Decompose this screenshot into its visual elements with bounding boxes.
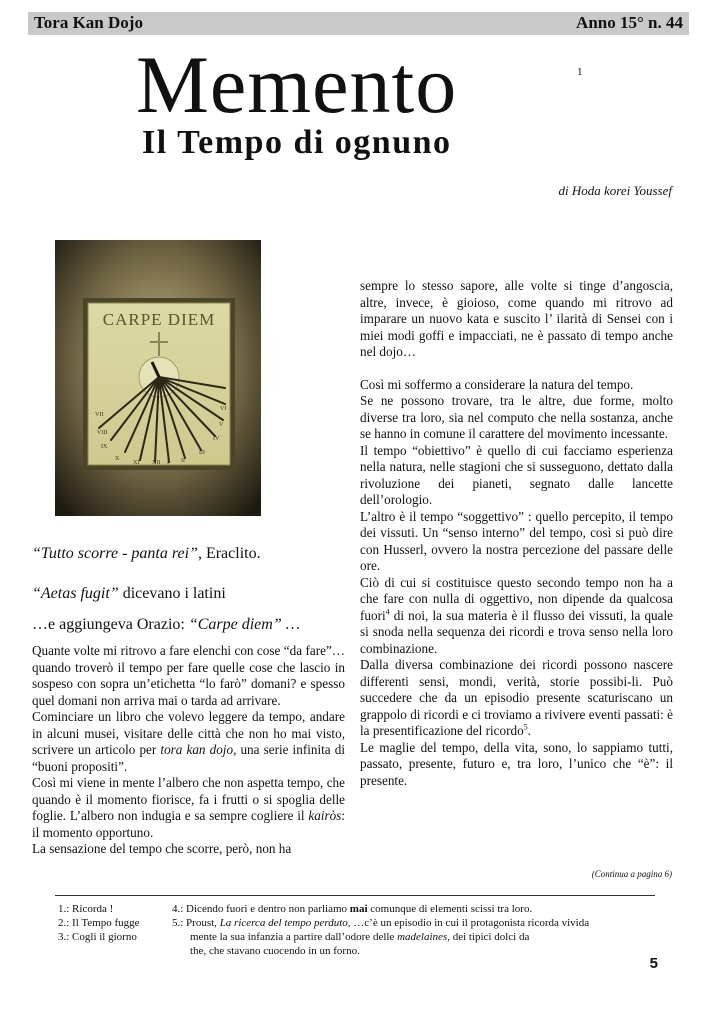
paragraph: Il tempo “obiettivo” è quello di cui facciamo esperienza nella natura, nelle stagioni che si susseguono, dettato dalla rivoluzione dei pianeti, segnato dalle lancette dell’orologio. [360, 442, 673, 507]
numeral-9: III [199, 450, 205, 456]
paragraph: La sensazione del tempo che scorre, però, non ha [32, 841, 292, 856]
paragraph: Le maglie del tempo, della vita, sono, lo sappiamo tutti, passato, presente, futuro e, tra loro, l’unico che “è”: il presente. [360, 739, 673, 788]
numeral-12: VI [220, 406, 227, 412]
quote-heraclitus [32, 545, 261, 563]
paragraph: Ciò di cui si costituisce questo secondo tempo non ha a che fare con nulla di oggettivo, non dipende da qualcosa fuori$^4$ di noi, la sua materia è il flusso dei vissuti, la quale si snoda nella sequenza dei ricordi e trova senso nella loro combinazione. [360, 574, 673, 656]
footnote-ref: 4 [385, 607, 390, 617]
footnote-2: 2.: Il Tempo fugge [58, 917, 140, 929]
quote-carpe-diem-pre: …e aggiungeva Orazio: [32, 616, 189, 633]
numeral-11: V [219, 422, 224, 428]
page-number: 5 [649, 955, 658, 972]
footnotes-right [172, 902, 672, 958]
paragraph: sempre lo stesso sapore, alle volte si tinge d’angoscia, altre, invece, è gioioso, come quando mi ritrovo ad imparare un nuovo kata e suscito l’ ilarità di Sensei con i miei modi goffi e impacciati, ne è passato di tempo anche nel dojo… [360, 278, 673, 359]
header-bar [28, 12, 689, 35]
numeral-7: I [167, 460, 169, 466]
quote-aetas-fugit [32, 585, 226, 603]
sundial-inscription: CARPE DIEM [102, 310, 216, 329]
numeral-5: XI [133, 460, 140, 466]
paragraph: Quante volte mi ritrovo a fare elenchi con cose “da fare”…quando troverò il tempo per fare quelle cose che lascio in sospeso con sopra un’etichetta “lo farò” domani? e spesso quel domani non arriva mai o tarda ad arrivare. [32, 643, 345, 708]
numeral-2: VIII [97, 430, 108, 436]
quote-aetas-fugit-rest: dicevano i latini [118, 585, 226, 602]
article-subtitle: Il Tempo di ognuno [142, 124, 452, 161]
quote-carpe-diem-latin: “Carpe diem” … [188, 616, 300, 633]
paragraph: Così mi viene in mente l’albero che non aspetta tempo, che quando è il momento fiorisce, fa i frutti o si spoglia delle foglie. L’albero non indugia e sa sempre cogliere il kairòs: il momento opportuno. [32, 775, 345, 840]
quote-aetas-fugit-latin: “Aetas fugit” [32, 585, 119, 602]
quote-heraclitus-author: Eraclito. [201, 545, 261, 562]
right-column [360, 278, 673, 789]
footnote-1: 1.: Ricorda ! [58, 903, 114, 915]
numeral-6: XII [152, 460, 161, 466]
numeral-8: II [181, 458, 185, 464]
quote-carpe-diem [32, 616, 300, 634]
footnote-5: 5.: Proust, La ricerca del tempo perduto, …c’è un episodio in cui il protagonista ricorda vivida [172, 917, 590, 929]
paragraph: Se ne possono trovare, tra le altre, due forme, molto diverse tra loro, sia nel computo che nella sostanza, anche se hanno in comune il carattere del movimento incessante. [360, 393, 673, 441]
left-column [32, 643, 345, 858]
paragraph: Cominciare un libro che volevo leggere da tempo, andare in alcuni musei, visitare delle città che non ho mai visto, scrivere un articolo per tora kan dojo, una serie infinita di “buoni propositi”. [32, 709, 345, 774]
header-magazine-name: Tora Kan Dojo [34, 13, 143, 32]
continued-note: (Continua a pagina 6) [591, 869, 672, 879]
footnote-5-cont2: the, che stavano cuocendo in un forno. [190, 945, 360, 957]
numeral-10: IV [213, 436, 220, 442]
paragraph: L’altro è il tempo “soggettivo” : quello percepito, il tempo dei vissuti. Un “senso interno” del tempo, così si può dire con Husserl, ovvero la nostra percezione del passare delle ore. [360, 508, 673, 573]
footnote-5-cont: mente la sua infanzia a partire dall’odore delle madelaines, dei tipici dolci da [190, 931, 530, 943]
header-issue-number: Anno 15° n. 44 [576, 13, 683, 32]
byline: di Hoda korei Youssef [558, 183, 672, 198]
sundial-photo [55, 240, 261, 516]
paragraph: Così mi soffermo a considerare la natura del tempo. [360, 376, 634, 392]
footnote-ref: 5 [523, 722, 528, 732]
numeral-4: X [115, 456, 120, 462]
footnote-divider [55, 895, 655, 896]
title-footnote-ref: 1 [577, 66, 583, 78]
paragraph: Dalla diversa combinazione dei ricordi possono nascere differenti sensi, mondi, verità, storie possibi-li. Può succedere che da un episodio presente scaturiscano un grappolo di ricordi e ci troviamo a rivivere eventi passati: è la presentificazione del ricordo$^5$. [360, 657, 673, 738]
footnote-3: 3.: Cogli il giorno [58, 931, 137, 943]
numeral-3: IX [101, 444, 108, 450]
numeral-1: VII [95, 412, 104, 418]
footnotes-left [58, 902, 140, 944]
quote-heraclitus-latin: “Tutto scorre - panta rei”, [32, 545, 202, 562]
footnote-4: 4.: Dicendo fuori e dentro non parliamo mai comunque di elementi scissi tra loro. [172, 903, 533, 915]
article-title: Memento [136, 39, 458, 130]
